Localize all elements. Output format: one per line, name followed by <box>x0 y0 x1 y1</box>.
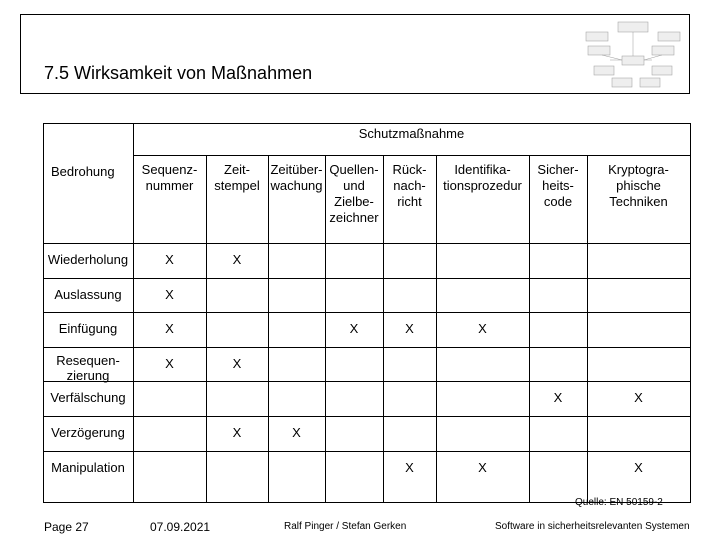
column-header-line <box>383 210 436 226</box>
column-header-line: zeichner <box>329 210 379 225</box>
mark-cell: X <box>349 321 359 336</box>
mark-cell: X <box>165 252 174 267</box>
mark-cell: X <box>478 460 487 475</box>
row-label-line: Auslassung <box>54 287 122 302</box>
footer-course: Software in sicherheitsrelevanten Systemen <box>495 521 690 532</box>
column-header <box>436 162 529 226</box>
source-note: Quelle: EN 50159-2 <box>575 497 663 508</box>
mark-cell: X <box>232 425 242 440</box>
column-header-line: Quellen- <box>329 162 379 177</box>
row-label <box>43 353 133 383</box>
row-label <box>43 321 133 336</box>
column-header-line <box>436 194 529 210</box>
footer-page: Page 27 <box>44 520 89 534</box>
row-label-line: zierung <box>66 368 110 383</box>
mark-cell: X <box>232 252 242 267</box>
column-header-line: heits- <box>542 178 574 193</box>
column-header-line: Sequenz- <box>141 162 198 177</box>
column-header-line: und <box>343 178 365 193</box>
row-label <box>43 252 133 267</box>
row-label <box>43 460 133 475</box>
mark-cell: X <box>634 460 643 475</box>
column-header-line: Zeit- <box>224 162 250 177</box>
column-header-line: Zeitüber- <box>270 162 323 177</box>
column-header-line: Identifika- <box>454 162 511 177</box>
row-label <box>43 390 133 405</box>
column-header-line <box>206 194 268 210</box>
column-header-line: stempel <box>214 178 260 193</box>
column-header-line <box>133 210 206 226</box>
column-header-line: wachung <box>270 178 323 193</box>
mark-cell: X <box>405 321 414 336</box>
column-header-line: tionsprozedur <box>443 178 522 193</box>
column-header <box>587 162 690 226</box>
row-label-line: Verzögerung <box>51 425 125 440</box>
row-label-line: Resequen- <box>56 353 120 368</box>
column-header-line: nach- <box>393 178 426 193</box>
column-header-line: richt <box>397 194 422 209</box>
footer-date: 07.09.2021 <box>150 520 211 534</box>
mark-cell: X <box>165 356 174 371</box>
column-header <box>206 162 268 226</box>
column-header-line: nummer <box>145 178 194 193</box>
column-header <box>325 162 383 226</box>
mark-cell: X <box>405 460 414 475</box>
row-label-line: Manipulation <box>51 460 125 475</box>
column-header-line <box>206 210 268 226</box>
group-header: Schutzmaßnahme <box>358 126 465 141</box>
column-header-line: Rück- <box>392 162 427 177</box>
column-header <box>383 162 436 226</box>
mark-cell: X <box>165 321 174 336</box>
column-header-line <box>133 194 206 210</box>
row-label-line: Wiederholung <box>47 252 129 267</box>
mark-cell: X <box>165 287 174 302</box>
mark-cell: X <box>634 390 643 405</box>
column-header-line: Zielbe- <box>334 194 374 209</box>
row-label-line: Einfügung <box>58 321 118 336</box>
column-header <box>529 162 587 226</box>
mark-cell: X <box>232 356 242 371</box>
column-header-line <box>436 210 529 226</box>
column-header <box>268 162 325 226</box>
mark-cell: X <box>553 390 563 405</box>
mark-cell: X <box>478 321 487 336</box>
column-header <box>133 162 206 226</box>
column-header-line <box>268 194 325 210</box>
column-header-line: Sicher- <box>537 162 579 177</box>
column-header-line: phische <box>616 178 661 193</box>
column-header-line: code <box>543 194 573 209</box>
footer-authors: Ralf Pinger / Stefan Gerken <box>284 521 407 532</box>
page-title: 7.5 Wirksamkeit von Maßnahmen <box>44 63 313 83</box>
mark-cell: X <box>292 425 301 440</box>
column-header-line <box>268 210 325 226</box>
corner-header: Bedrohung <box>51 164 115 179</box>
column-header-line <box>529 210 587 226</box>
column-header-line: Kryptogra- <box>608 162 669 177</box>
column-header-line: Techniken <box>609 194 668 209</box>
column-header-line <box>587 210 690 226</box>
row-label-line: Verfälschung <box>50 390 126 405</box>
row-label <box>43 425 133 440</box>
row-label <box>43 287 133 302</box>
